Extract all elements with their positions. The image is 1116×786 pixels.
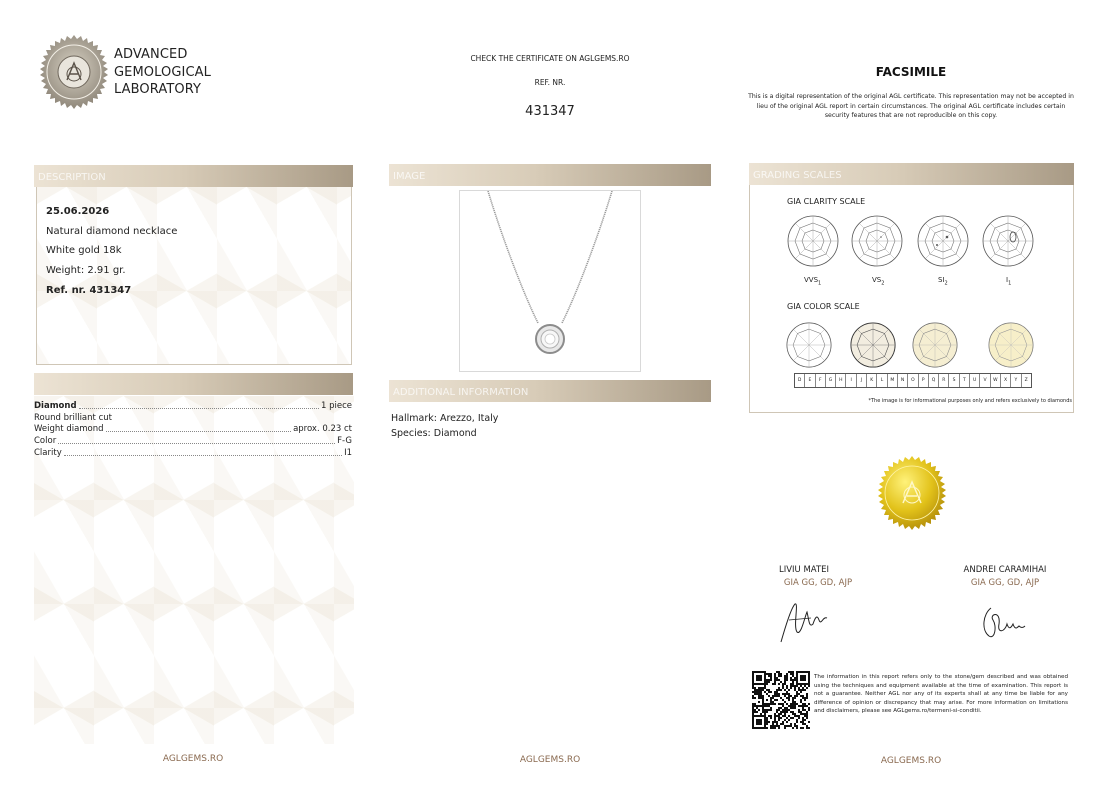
clarity-label-text: VS	[872, 276, 882, 284]
additional-info-section-title: ADDITIONAL INFORMATION	[393, 387, 529, 398]
description-ref: Ref. nr. 431347	[46, 285, 132, 296]
product-image	[459, 190, 641, 372]
lab-name-line-2: GEMOLOGICAL	[114, 64, 211, 80]
image-section-title: IMAGE	[393, 171, 426, 182]
color-letter: H	[836, 374, 846, 387]
color-letter: Z	[1024, 378, 1028, 383]
color-letter: Q	[929, 374, 939, 387]
signature-1	[775, 598, 835, 650]
stone-row-label: Clarity	[34, 448, 62, 458]
additional-info-header-bar	[389, 380, 711, 402]
clarity-label-text: VVS	[804, 276, 819, 284]
color-letter: L	[877, 374, 887, 387]
lab-name-line-1: ADVANCED	[114, 47, 188, 62]
ref-value: 431347	[525, 104, 575, 119]
color-scale-title: GIA COLOR SCALE	[787, 302, 860, 311]
color-letter: F	[816, 374, 826, 387]
gold-seal	[874, 455, 950, 535]
necklace-illustration	[460, 191, 640, 371]
signatory-2-name: ANDREI CARAMIHAI	[963, 565, 1047, 575]
lab-name	[114, 46, 211, 99]
footer-left: AGLGEMS.RO	[162, 754, 224, 764]
stone-row-cut	[34, 413, 352, 423]
color-diamond-1	[786, 322, 832, 372]
stones-section-title	[34, 380, 38, 391]
stone-row-value: 1 piece	[321, 401, 352, 411]
color-letter: T	[960, 374, 970, 387]
stone-row-label: Round brilliant cut	[34, 413, 112, 423]
lab-seal-logo	[36, 34, 112, 110]
color-letter: K	[867, 374, 877, 387]
color-letter: V	[980, 374, 990, 387]
color-letter: J	[857, 374, 867, 387]
signatory-2-title: GIA GG, GD, AJP	[970, 578, 1040, 588]
color-letter: N	[898, 374, 908, 387]
stone-row-clarity	[34, 448, 352, 458]
description-date: 25.06.2026	[46, 206, 110, 217]
color-letter: X	[1001, 374, 1011, 387]
footer-right: AGLGEMS.RO	[880, 756, 942, 766]
stone-row-value: aprox. 0.23 ct	[293, 424, 352, 434]
color-diamond-2	[850, 322, 896, 372]
color-letter: G	[826, 374, 836, 387]
clarity-label-sub: 1	[1008, 280, 1012, 287]
stone-row-color	[34, 436, 352, 446]
facsimile-title: FACSIMILE	[875, 65, 947, 79]
description-header-bar	[34, 165, 353, 187]
clarity-label-sub: 2	[881, 280, 885, 287]
stone-row-label: Weight diamond	[34, 424, 104, 434]
stone-row-label: Color	[34, 436, 57, 446]
signature-2	[977, 602, 1031, 648]
clarity-label-text: I	[1006, 276, 1009, 284]
color-letter: I	[846, 374, 856, 387]
stone-row-value: I1	[344, 448, 352, 458]
color-letter: E	[805, 374, 815, 387]
color-letter: S	[949, 374, 959, 387]
footer-center: AGLGEMS.RO	[519, 755, 581, 765]
color-letter: D	[795, 374, 805, 387]
clarity-diamond-2	[851, 215, 903, 271]
clarity-label-text: SI	[938, 276, 945, 284]
grading-header-bar	[749, 163, 1074, 185]
grading-note: *The image is for informational purposes only and refers exclusively to diamonds	[868, 398, 1072, 404]
dotted-leader	[58, 443, 335, 444]
hallmark-text: Hallmark: Arezzo, Italy	[391, 413, 499, 424]
description-item: Natural diamond necklace	[46, 226, 178, 237]
color-diamond-4	[988, 322, 1034, 372]
facsimile-text: This is a digital representation of the original AGL certificate. This representation may not be accepted in lieu of the original AGL report in certain circumstances. The original AGL certificate includes certain security features that are not reproducible on this copy.	[748, 93, 1074, 119]
signatory-1-title: GIA GG, GD, AJP	[783, 578, 853, 588]
clarity-label-vvs	[804, 276, 821, 286]
ref-label: REF. NR.	[534, 78, 566, 87]
dotted-leader	[64, 455, 342, 456]
clarity-label-i	[1006, 276, 1011, 286]
clarity-scale-title: GIA CLARITY SCALE	[787, 197, 866, 206]
stone-row-diamond	[34, 401, 352, 411]
color-letter: R	[939, 374, 949, 387]
clarity-diamond-1	[787, 215, 839, 271]
stone-row-weight	[34, 424, 352, 434]
signatory-1-name: LIVIU MATEI	[778, 565, 830, 575]
stones-header-bar	[34, 373, 353, 395]
clarity-label-si	[938, 276, 948, 286]
check-certificate-text: CHECK THE CERTIFICATE ON AGLGEMS.RO	[470, 54, 630, 63]
grading-section-title: GRADING SCALES	[753, 170, 842, 181]
color-letter: O	[908, 374, 918, 387]
clarity-diamond-3	[917, 215, 969, 271]
color-letter: P	[919, 374, 929, 387]
qr-code	[752, 671, 810, 733]
color-letter: Y	[1011, 374, 1021, 387]
disclaimer-text: The information in this report refers only to the stone/gem described and was obtained using the techniques and equipment available at the time of examination. This report is not a guarantee. Neither AGL nor any of its experts shall at any time be liable for any difference of opinion or discrepancy that may arise. For more information on limitations and disclaimers, please see AGLgems.ro/termeni-si-conditii.	[814, 674, 1068, 715]
dotted-leader	[79, 408, 319, 409]
dotted-leader	[106, 431, 292, 432]
color-letter: U	[970, 374, 980, 387]
lab-name-line-3: LABORATORY	[114, 82, 202, 97]
stone-row-value: F-G	[337, 436, 352, 446]
clarity-label-vs	[872, 276, 884, 286]
description-section-title: DESCRIPTION	[38, 172, 106, 183]
description-metal: White gold 18k	[46, 245, 122, 256]
color-letter-scale	[794, 373, 1032, 388]
description-weight: Weight: 2.91 gr.	[46, 265, 126, 276]
clarity-diamond-4	[982, 215, 1034, 271]
clarity-label-sub: 1	[818, 280, 822, 287]
color-diamond-3	[912, 322, 958, 372]
color-letter: W	[991, 374, 1001, 387]
stone-row-label: Diamond	[34, 401, 77, 411]
image-header-bar	[389, 164, 711, 186]
species-text: Species: Diamond	[391, 428, 477, 439]
color-letter: M	[888, 374, 898, 387]
clarity-label-sub: 2	[944, 280, 948, 287]
